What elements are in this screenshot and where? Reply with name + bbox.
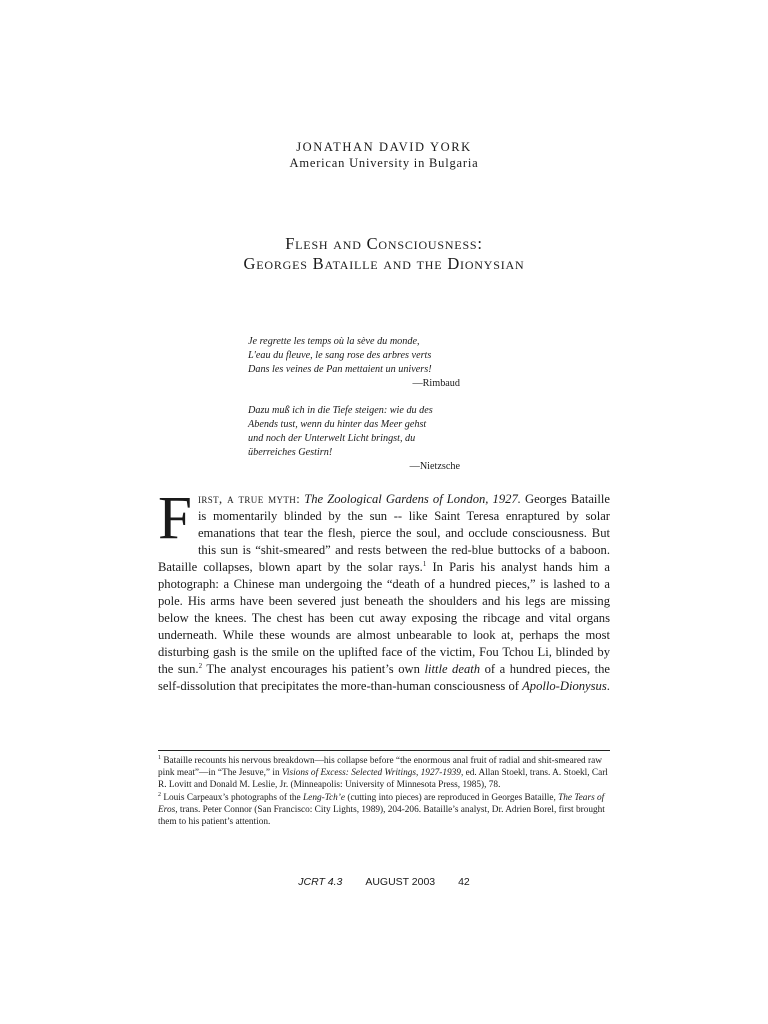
lead-in: irst, a true myth: (197, 492, 301, 506)
epigraph-rimbaud (248, 335, 460, 391)
page-footer (0, 876, 768, 888)
author-name: JONATHAN DAVID YORK (296, 140, 472, 154)
footnote-ref-2[interactable]: 2 (198, 661, 203, 670)
body-italic: little death (424, 662, 481, 676)
epigraph-line: überreiches Gestirn! (248, 447, 333, 458)
body-paragraph (158, 485, 611, 695)
lead-title: The Zoological Gardens of London, 1927. (304, 492, 521, 506)
epigraph-line: Je regrette les temps où la sève du monde, (248, 336, 420, 347)
epigraph-line: und noch der Unterwelt Licht bringst, du (248, 433, 416, 444)
issue-date: AUGUST 2003 (365, 876, 436, 888)
body-text: In Paris his analyst hands him a photograph: a Chinese man undergoing the “death of a hundred pieces,” is lashed to a pole. His arms have been severed just beneath the shoulders and his legs are missing below the knees. The chest has been cut away exposing the ribcage and vital organs underneath. While these wounds are almost unbearable to look at, perhaps the most disturbing gash is the smile on the uplifted face of the victim, Fou Tchou Li, blinded by the sun. (158, 560, 611, 676)
author-affiliation: American University in Bulgaria (289, 156, 479, 170)
footnote-rule (158, 750, 610, 751)
footnote-2 (158, 792, 610, 829)
footnote-text: (cutting into pieces) are reproduced in Georges Bataille, (345, 792, 559, 803)
footnote-text: Louis Carpeaux’s photographs of the (161, 792, 304, 803)
footnote-italic: The Tears of Eros (158, 792, 605, 815)
footnote-italic: Leng-Tch’e (303, 792, 346, 803)
article-title: Flesh and Consciousness: (285, 234, 483, 253)
body-text: The analyst encourages his patient’s own (202, 662, 425, 676)
body-italic: Apollo-Dionysus (522, 679, 607, 693)
epigraph-line: L'eau du fleuve, le sang rose des arbres verts (248, 350, 432, 361)
epigraph-line: Dans les veines de Pan mettaient un univers! (248, 364, 432, 375)
body-text: . (606, 679, 610, 693)
drop-cap: F (158, 485, 192, 552)
footnote-text: , trans. Peter Connor (San Francisco: City Lights, 1989), 204-206. Bataille’s analyst, Dr. Adrien Borel, first brought them to his patient’s attention. (158, 804, 605, 828)
footnote-ref-1[interactable]: 1 (422, 559, 427, 568)
epigraph-attribution: —Rimbaud (412, 378, 460, 389)
footnote-text: Bataille recounts his nervous breakdown—his collapse before “the enormous anal fruit of radial and shit-smeared raw pink meat”—in “The Jesuve,” in (158, 756, 602, 779)
epigraph-nietzsche (248, 404, 460, 474)
journal-name: JCRT 4.3 (298, 876, 343, 888)
footnote-1 (158, 755, 610, 792)
article-subtitle: Georges Bataille and the Dionysian (243, 254, 525, 273)
epigraph-attribution: —Nietzsche (409, 461, 460, 472)
footnote-marker: 2 (158, 791, 161, 798)
body-text: Georges Bataille is momentarily blinded by the sun -- like Saint Teresa enraptured by solar emanations that tear the flesh, pierce the soul, and occlude consciousness. But this sun is “shit-smeared” and rests between the red-blue buttocks of a baboon. Bataille collapses, blown apart by the solar rays. (158, 492, 610, 574)
footnote-italic: Visions of Excess: Selected Writings, 1927-1939 (281, 768, 461, 779)
footnote-marker: 1 (158, 754, 161, 761)
footnote-text: , ed. Allan Stoekl, trans. A. Stoekl, Carl R. Lovitt and Donald M. Leslie, Jr. (Minneapolis: University of Minnesota Press, 1985), 78. (158, 768, 608, 791)
page-number: 42 (458, 876, 470, 888)
footnotes (158, 755, 610, 828)
epigraph-line: Abends tust, wenn du hinter das Meer gehst (248, 419, 427, 430)
epigraph-line: Dazu muß ich in die Tiefe steigen: wie du des (248, 405, 433, 416)
body-text: of a hundred pieces, the self-dissolution that precipitates the more-than-human consciousness of (158, 662, 611, 693)
